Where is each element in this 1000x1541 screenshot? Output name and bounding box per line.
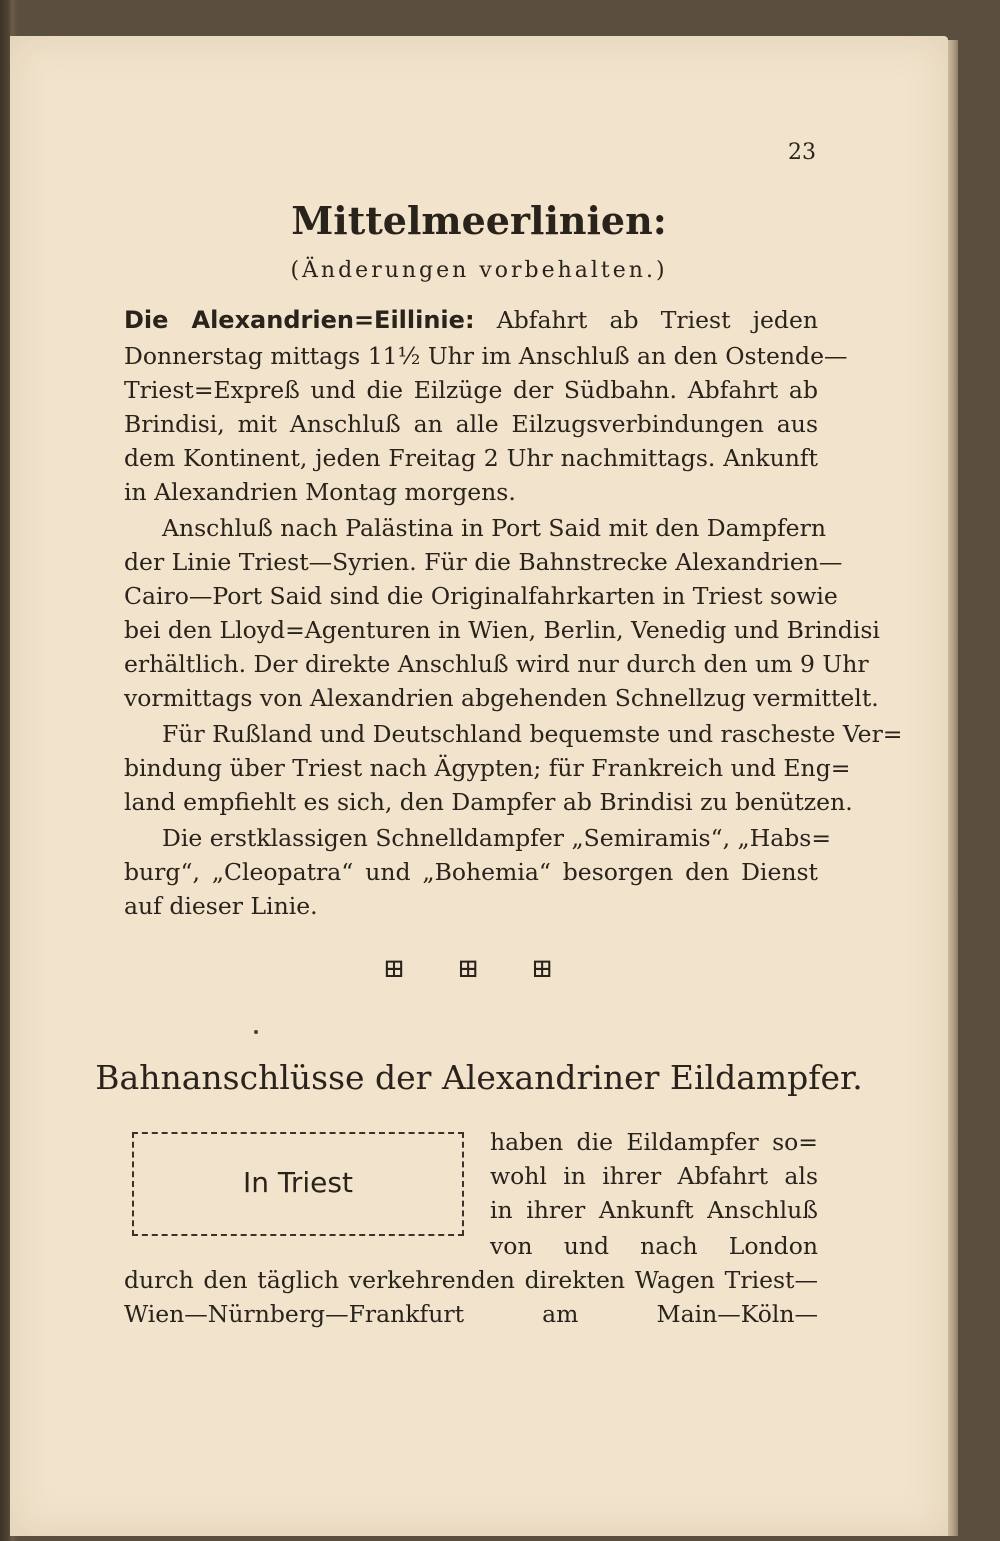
ornament-separator: ⊞ ⊞ ⊞ — [383, 954, 575, 984]
paragraph-line: Die erstklassigen Schnelldampfer „Semiramis“, „Habs= — [162, 824, 832, 852]
paragraph-line: Anschluß nach Palästina in Port Said mit den Dampfern — [162, 514, 826, 542]
line-text: Abfahrt ab Triest jeden — [496, 306, 818, 334]
paragraph-line: Donnerstag mittags 11½ Uhr im Anschluß an den Ostende— — [124, 342, 848, 370]
section-lead: Die Alexandrien=Eillinie: — [124, 306, 475, 334]
page-number: 23 — [788, 140, 816, 165]
ink-speck — [254, 1030, 258, 1034]
paragraph-line: Wien—Nürnberg—Frankfurt am Main—Köln— — [124, 1300, 818, 1328]
paragraph-line: von und nach London — [490, 1232, 818, 1260]
trieste-box-label: In Triest — [243, 1166, 353, 1199]
paragraph-line: burg“, „Cleopatra“ und „Bohemia“ besorgen den Dienst — [124, 858, 818, 886]
paragraph-line: land empfiehlt es sich, den Dampfer ab Brindisi zu benützen. — [124, 788, 853, 816]
trieste-box — [132, 1132, 464, 1236]
paragraph-line — [124, 304, 818, 336]
paragraph-line: durch den täglich verkehrenden direkten Wagen Triest— — [124, 1266, 818, 1294]
book-page — [10, 36, 948, 1536]
paragraph-line: dem Kontinent, jeden Freitag 2 Uhr nachmittags. Ankunft — [124, 444, 818, 472]
paragraph-line: Cairo—Port Said sind die Originalfahrkarten in Triest sowie — [124, 582, 838, 610]
paragraph-line: haben die Eildampfer so= — [490, 1128, 818, 1156]
paragraph-line: Triest=Expreß und die Eilzüge der Südbahn. Abfahrt ab — [124, 376, 818, 404]
paragraph-line: bindung über Triest nach Ägypten; für Frankreich und Eng= — [124, 754, 851, 782]
page-title: Mittelmeerlinien: — [291, 198, 667, 243]
paragraph-line: Brindisi, mit Anschluß an alle Eilzugsverbindungen aus — [124, 410, 818, 438]
paragraph-line: Für Rußland und Deutschland bequemste und rascheste Ver= — [162, 720, 903, 748]
heading-note: (Änderungen vorbehalten.) — [290, 258, 668, 283]
paragraph-line: erhältlich. Der direkte Anschluß wird nur durch den um 9 Uhr — [124, 650, 869, 678]
paragraph-line: wohl in ihrer Abfahrt als — [490, 1162, 818, 1190]
paragraph-line: bei den Lloyd=Agenturen in Wien, Berlin, Venedig und Brindisi — [124, 616, 880, 644]
paragraph-line: der Linie Triest—Syrien. Für die Bahnstrecke Alexandrien— — [124, 548, 843, 576]
paragraph-line: auf dieser Linie. — [124, 892, 318, 920]
paragraph-line: in ihrer Ankunft Anschluß — [490, 1196, 818, 1224]
paragraph-line: vormittags von Alexandrien abgehenden Schnellzug vermittelt. — [124, 684, 879, 712]
paragraph-line: in Alexandrien Montag morgens. — [124, 478, 516, 506]
section-heading: Bahnanschlüsse der Alexandriner Eildampfer. — [95, 1058, 863, 1097]
